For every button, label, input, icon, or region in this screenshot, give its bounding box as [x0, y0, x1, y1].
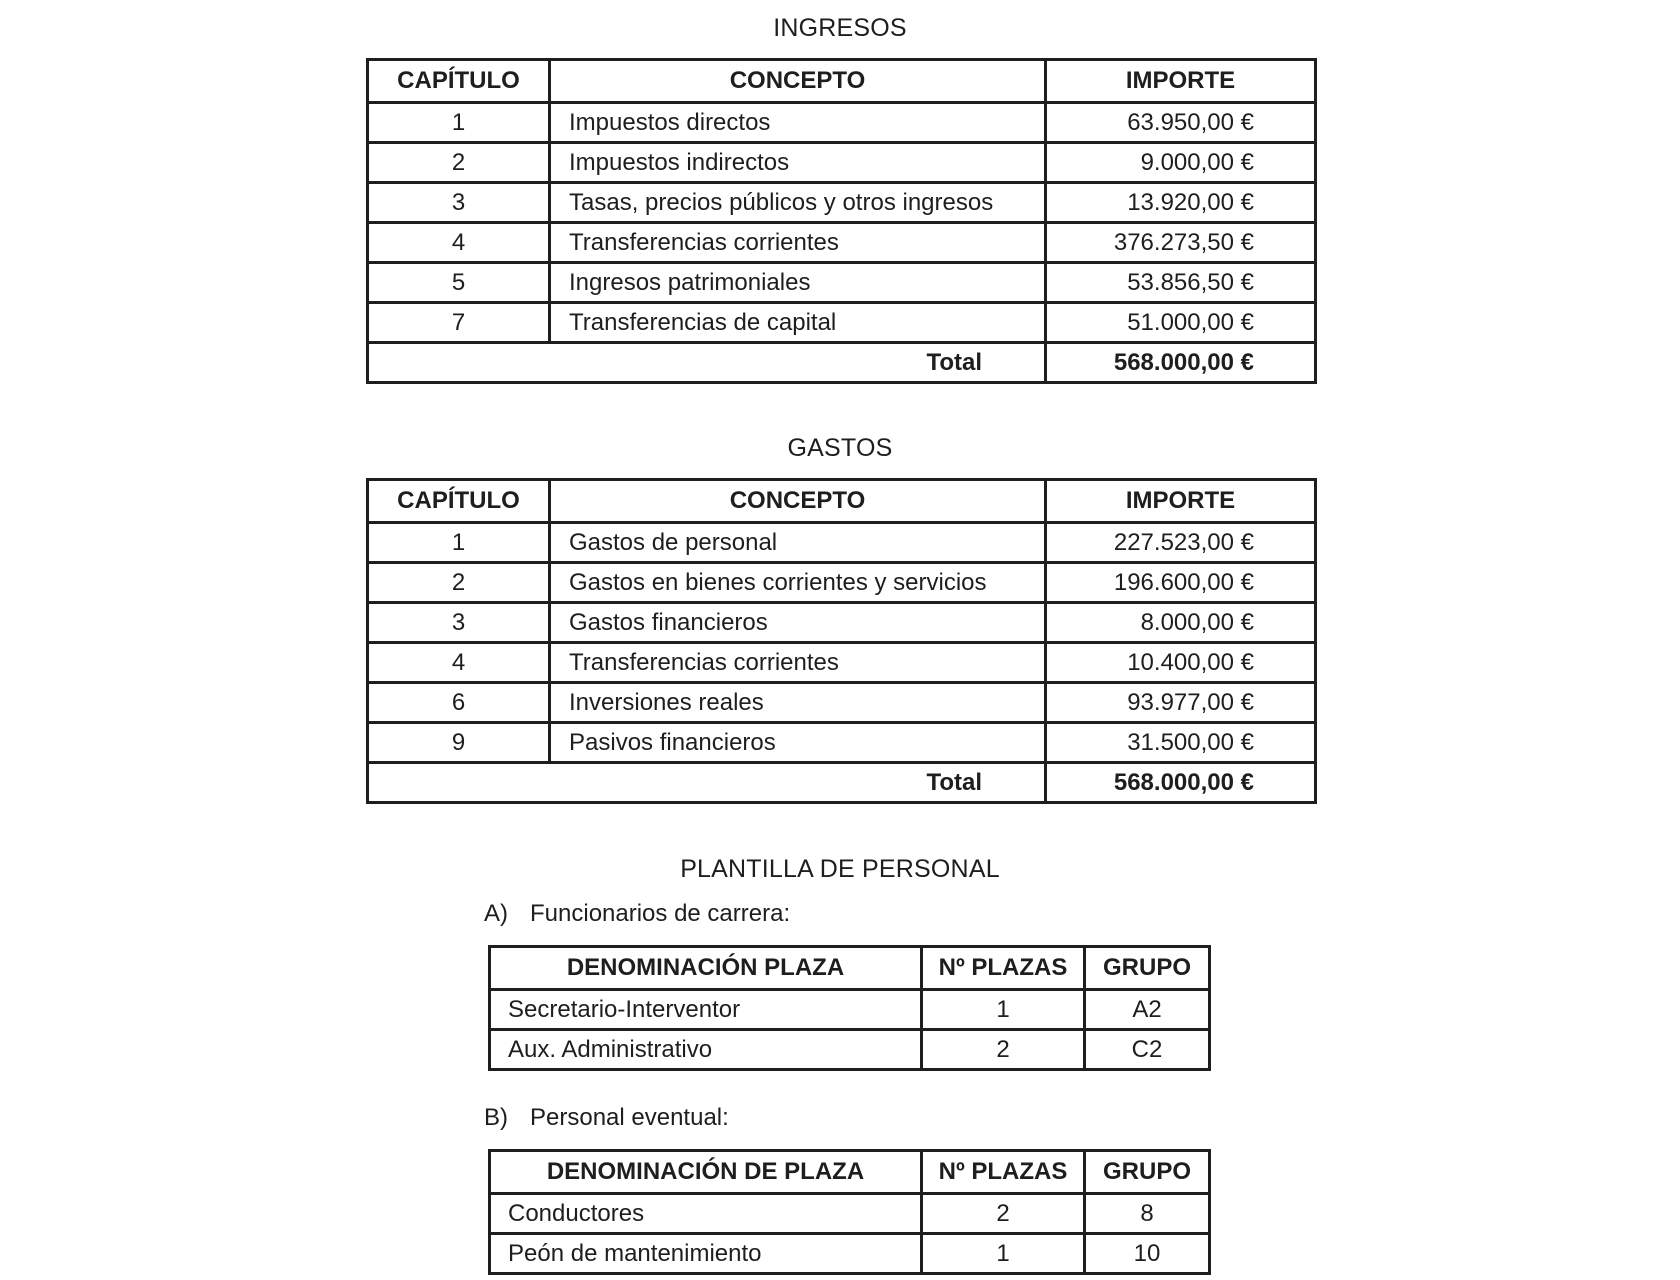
- header-plazas: Nº PLAZAS: [922, 947, 1085, 990]
- cell-denominacion: Aux. Administrativo: [490, 1030, 922, 1070]
- cell-capitulo: 6: [368, 683, 550, 723]
- table-row: [368, 303, 1316, 343]
- cell-capitulo: 3: [368, 183, 550, 223]
- cell-importe: 13.920,00 €: [1046, 183, 1316, 223]
- gastos-table: [366, 478, 1317, 804]
- header-capitulo: CAPÍTULO: [368, 480, 550, 523]
- cell-capitulo: 7: [368, 303, 550, 343]
- table-row: [368, 723, 1316, 763]
- cell-concepto: Transferencias corrientes: [550, 643, 1046, 683]
- cell-importe: 196.600,00 €: [1046, 563, 1316, 603]
- cell-capitulo: 4: [368, 643, 550, 683]
- funcionarios-letter: A): [484, 900, 508, 927]
- cell-concepto: Transferencias de capital: [550, 303, 1046, 343]
- ingresos-table: [366, 58, 1317, 384]
- table-row: [490, 990, 1210, 1030]
- total-row: [368, 343, 1316, 383]
- cell-importe: 376.273,50 €: [1046, 223, 1316, 263]
- cell-importe: 8.000,00 €: [1046, 603, 1316, 643]
- cell-concepto: Gastos financieros: [550, 603, 1046, 643]
- table-row: [368, 143, 1316, 183]
- header-capitulo: CAPÍTULO: [368, 60, 550, 103]
- cell-importe: 31.500,00 €: [1046, 723, 1316, 763]
- table-row: [368, 103, 1316, 143]
- cell-importe: 53.856,50 €: [1046, 263, 1316, 303]
- eventual-letter: B): [484, 1104, 508, 1131]
- cell-importe: 227.523,00 €: [1046, 523, 1316, 563]
- eventual-label: [484, 1104, 729, 1132]
- cell-grupo: 8: [1085, 1194, 1210, 1234]
- funcionarios-text: Funcionarios de carrera:: [530, 900, 791, 927]
- header-plazas: Nº PLAZAS: [922, 1151, 1085, 1194]
- cell-concepto: Impuestos indirectos: [550, 143, 1046, 183]
- table-row: [368, 263, 1316, 303]
- cell-capitulo: 9: [368, 723, 550, 763]
- cell-concepto: Inversiones reales: [550, 683, 1046, 723]
- plantilla-title: PLANTILLA DE PERSONAL: [680, 855, 1000, 883]
- table-header-row: [368, 480, 1316, 523]
- cell-concepto: Ingresos patrimoniales: [550, 263, 1046, 303]
- cell-capitulo: 4: [368, 223, 550, 263]
- table-header-row: [490, 1151, 1210, 1194]
- cell-plazas: 1: [922, 990, 1085, 1030]
- table-row: [368, 223, 1316, 263]
- cell-denominacion: Peón de mantenimiento: [490, 1234, 922, 1274]
- table-row: [368, 603, 1316, 643]
- total-label: Total: [368, 343, 1046, 383]
- header-concepto: CONCEPTO: [550, 60, 1046, 103]
- cell-importe: 63.950,00 €: [1046, 103, 1316, 143]
- table-header-row: [490, 947, 1210, 990]
- cell-capitulo: 3: [368, 603, 550, 643]
- cell-grupo: A2: [1085, 990, 1210, 1030]
- cell-concepto: Gastos en bienes corrientes y servicios: [550, 563, 1046, 603]
- eventual-table: [488, 1149, 1211, 1275]
- table-row: [490, 1030, 1210, 1070]
- header-denominacion: DENOMINACIÓN PLAZA: [490, 947, 922, 990]
- table-row: [368, 683, 1316, 723]
- table-row: [368, 523, 1316, 563]
- cell-importe: 10.400,00 €: [1046, 643, 1316, 683]
- cell-grupo: 10: [1085, 1234, 1210, 1274]
- total-value: 568.000,00 €: [1046, 343, 1316, 383]
- cell-concepto: Tasas, precios públicos y otros ingresos: [550, 183, 1046, 223]
- header-grupo: GRUPO: [1085, 947, 1210, 990]
- header-grupo: GRUPO: [1085, 1151, 1210, 1194]
- funcionarios-label: [484, 900, 790, 928]
- total-row: [368, 763, 1316, 803]
- table-row: [368, 563, 1316, 603]
- cell-capitulo: 1: [368, 103, 550, 143]
- table-row: [368, 643, 1316, 683]
- cell-denominacion: Secretario-Interventor: [490, 990, 922, 1030]
- table-row: [490, 1234, 1210, 1274]
- funcionarios-table: [488, 945, 1211, 1071]
- cell-importe: 9.000,00 €: [1046, 143, 1316, 183]
- cell-concepto: Pasivos financieros: [550, 723, 1046, 763]
- header-importe: IMPORTE: [1046, 480, 1316, 523]
- cell-denominacion: Conductores: [490, 1194, 922, 1234]
- cell-plazas: 2: [922, 1030, 1085, 1070]
- cell-importe: 93.977,00 €: [1046, 683, 1316, 723]
- eventual-text: Personal eventual:: [530, 1104, 729, 1131]
- cell-concepto: Impuestos directos: [550, 103, 1046, 143]
- header-importe: IMPORTE: [1046, 60, 1316, 103]
- cell-capitulo: 5: [368, 263, 550, 303]
- table-header-row: [368, 60, 1316, 103]
- cell-capitulo: 1: [368, 523, 550, 563]
- cell-plazas: 1: [922, 1234, 1085, 1274]
- table-row: [490, 1194, 1210, 1234]
- cell-grupo: C2: [1085, 1030, 1210, 1070]
- cell-importe: 51.000,00 €: [1046, 303, 1316, 343]
- total-label: Total: [368, 763, 1046, 803]
- gastos-title: GASTOS: [787, 434, 893, 462]
- header-concepto: CONCEPTO: [550, 480, 1046, 523]
- cell-capitulo: 2: [368, 143, 550, 183]
- total-value: 568.000,00 €: [1046, 763, 1316, 803]
- ingresos-title: INGRESOS: [773, 14, 907, 42]
- cell-concepto: Gastos de personal: [550, 523, 1046, 563]
- header-denominacion: DENOMINACIÓN DE PLAZA: [490, 1151, 922, 1194]
- cell-capitulo: 2: [368, 563, 550, 603]
- cell-concepto: Transferencias corrientes: [550, 223, 1046, 263]
- table-row: [368, 183, 1316, 223]
- cell-plazas: 2: [922, 1194, 1085, 1234]
